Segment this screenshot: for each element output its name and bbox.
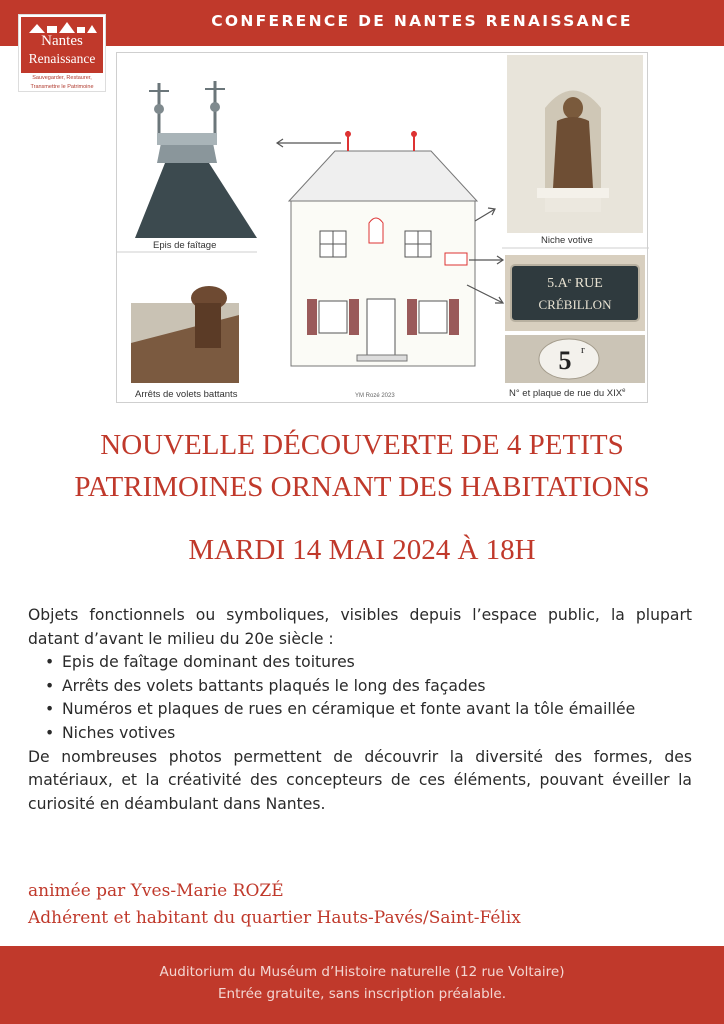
description-intro: Objets fonctionnels ou symboliques, visibles depuis l’espace public, la plupart datant d’avant le milieu du 20e siècle : [28, 606, 692, 648]
event-date: MARDI 14 MAI 2024 À 18H [188, 534, 536, 566]
caption-epis: Epis de faîtage [153, 240, 217, 251]
list-item: • Epis de faîtage dominant des toitures [28, 651, 692, 675]
heritage-list [28, 651, 692, 745]
shutter-stop-photo [131, 286, 239, 383]
finial-photo [135, 81, 257, 238]
footer-venue: Auditorium du Muséum d’Histoire naturelle (12 rue Voltaire) [159, 964, 565, 980]
caption-niche: Niche votive [541, 235, 593, 246]
niche-photo [507, 55, 643, 233]
heritage-illustration [116, 52, 648, 403]
caption-arrets: Arrêts de volets battants [135, 389, 238, 400]
headline [20, 424, 704, 508]
illustration-drawing [117, 53, 649, 404]
banner-title: CONFERENCE DE NANTES RENAISSANCE [211, 12, 633, 30]
headline-line1: NOUVELLE DÉCOUVERTE DE 4 PETITS [100, 429, 624, 461]
caption-plaque [509, 388, 625, 399]
caption-plaque-text: N° et plaque de rue du XIX [509, 388, 623, 400]
street-sign-photo [505, 255, 645, 331]
logo-badge [21, 17, 103, 73]
logo-tagline-line1: Sauvegarder, Restaurer, [32, 75, 92, 81]
house-number-photo [505, 335, 645, 383]
house-number-sup: r [581, 344, 585, 356]
footer-admission: Entrée gratuite, sans inscription préalable. [217, 986, 507, 1002]
street-sign-line1: 5.Aᵉ RUE [547, 276, 603, 291]
description [28, 604, 692, 816]
speaker-line2: Adhérent et habitant du quartier Hauts-Pavés/Saint-Félix [28, 908, 521, 928]
logo-name-line2: Renaissance [28, 51, 96, 66]
speaker [28, 878, 521, 932]
description-outro: De nombreuses photos permettent de découvrir la diversité des formes, des matériaux, et la créativité des concepteurs de ces éléments, pouvant éveiller la curiosité en déambulant dans Nantes. [28, 747, 692, 813]
list-item: • Niches votives [28, 722, 692, 746]
nantes-renaissance-logo [18, 14, 106, 92]
headline-line2: PATRIMOINES ORNANT DES HABITATIONS [74, 471, 650, 503]
house-drawing [289, 131, 477, 366]
speaker-line1: animée par Yves-Marie ROZÉ [28, 881, 284, 901]
logo-rooftops-icon [27, 21, 99, 33]
caption-credit: YM Rozé 2023 [355, 393, 395, 399]
street-sign-line2: CRÉBILLON [538, 297, 612, 312]
list-item: • Numéros et plaques de rues en céramique et fonte avant la tôle émaillée [28, 698, 692, 722]
list-item: • Arrêts des volets battants plaqués le long des façades [28, 675, 692, 699]
caption-plaque-sup: e [622, 388, 626, 394]
logo-name-line1: Nantes [41, 33, 83, 49]
footer-banner [0, 946, 724, 1024]
logo-tagline-line2: Transmettre le Patrimoine [30, 84, 94, 90]
house-number: 5 [558, 346, 572, 375]
